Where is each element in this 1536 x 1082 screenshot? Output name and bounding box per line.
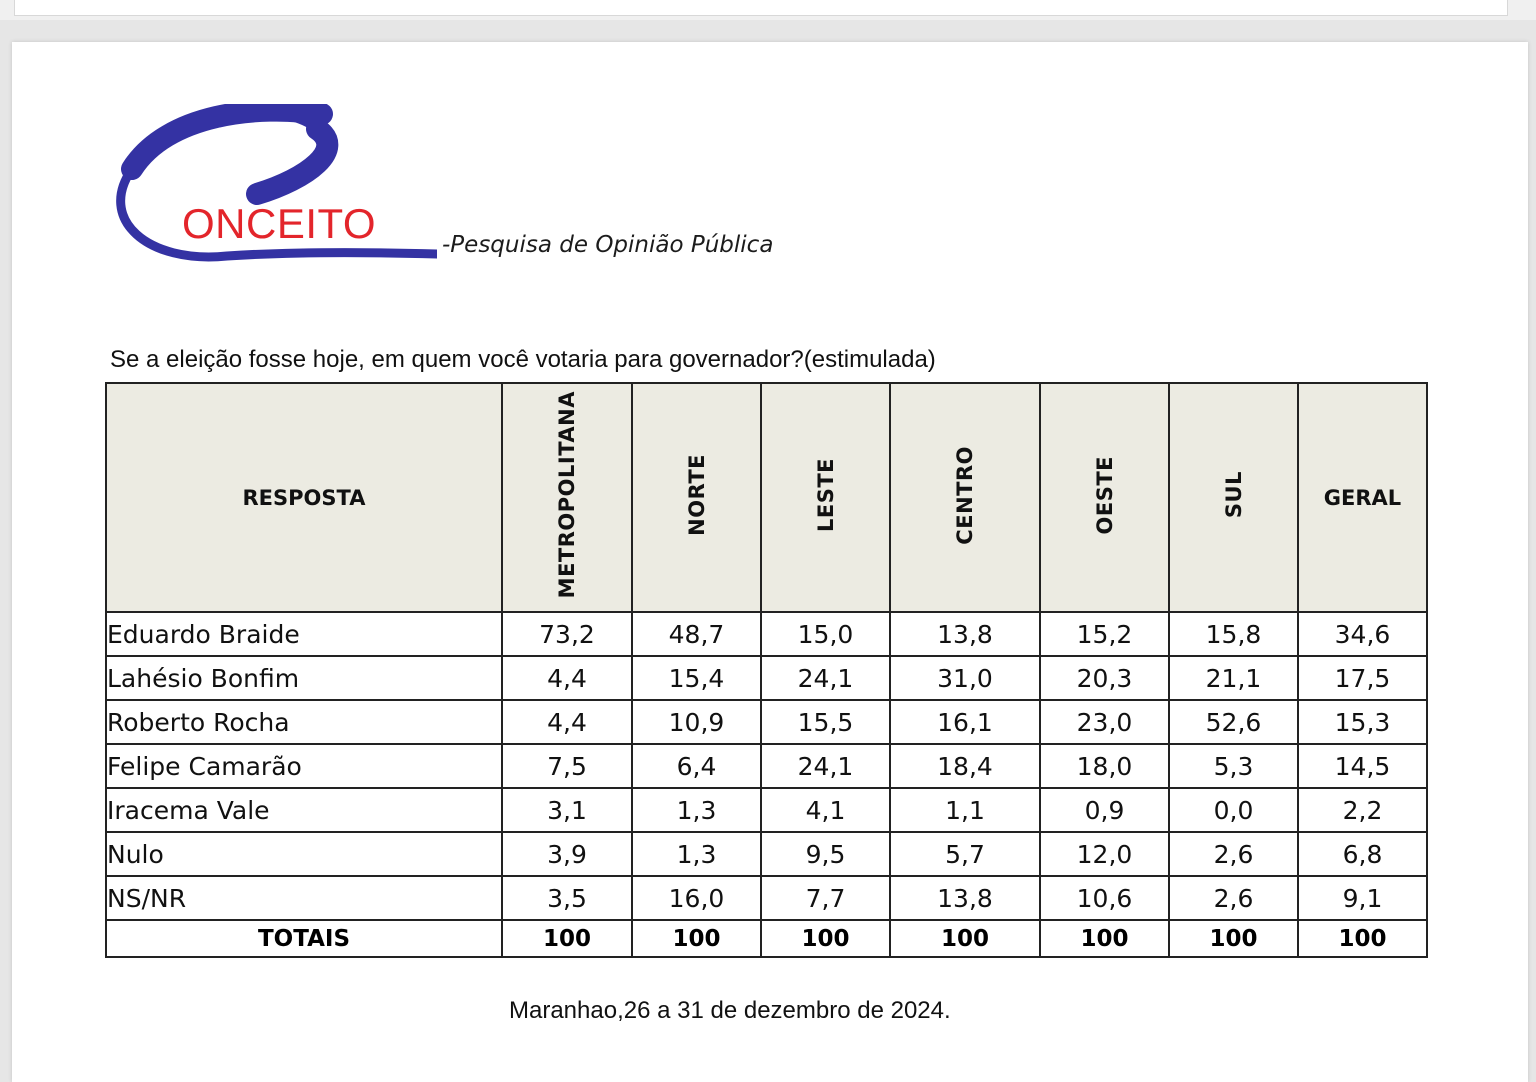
totals-label: TOTAIS: [106, 920, 502, 957]
table-cell: 3,1: [502, 788, 632, 832]
table-cell: 15,8: [1169, 612, 1298, 656]
table-cell: 73,2: [502, 612, 632, 656]
table-cell: 1,3: [632, 788, 761, 832]
tagline: -Pesquisa de Opinião Pública: [442, 232, 774, 258]
table-cell: 2,2: [1298, 788, 1427, 832]
table-row: [106, 788, 1427, 832]
table-cell: 21,1: [1169, 656, 1298, 700]
table-cell: 15,4: [632, 656, 761, 700]
table-cell: 12,0: [1040, 832, 1169, 876]
table-cell: 24,1: [761, 656, 890, 700]
header-label: CENTRO: [953, 445, 977, 545]
table-cell: 6,4: [632, 744, 761, 788]
survey-date-footer: Maranhao,26 a 31 de dezembro de 2024.: [509, 997, 951, 1024]
header-label: OESTE: [1092, 455, 1117, 535]
header-label: SUL: [1221, 471, 1246, 519]
table-cell: 52,6: [1169, 700, 1298, 744]
table-cell: 13,8: [890, 876, 1040, 920]
table-cell: 10,9: [632, 700, 761, 744]
table-cell: 4,4: [502, 700, 632, 744]
header-metropolitana: [502, 383, 632, 612]
table-cell: 18,0: [1040, 744, 1169, 788]
table-row: [106, 700, 1427, 744]
table-cell: 23,0: [1040, 700, 1169, 744]
header-oeste: [1040, 383, 1169, 612]
table-cell: 9,5: [761, 832, 890, 876]
table-cell: 16,0: [632, 876, 761, 920]
table-cell: 1,1: [890, 788, 1040, 832]
header-geral: GERAL: [1298, 383, 1427, 612]
table-cell: 13,8: [890, 612, 1040, 656]
table-cell: 9,1: [1298, 876, 1427, 920]
header-label: METROPOLITANA: [555, 391, 579, 599]
totals-cell: 100: [761, 920, 890, 957]
candidate-name: Iracema Vale: [106, 788, 502, 832]
header-resposta: RESPOSTA: [106, 383, 502, 612]
candidate-name: NS/NR: [106, 876, 502, 920]
table-cell: 17,5: [1298, 656, 1427, 700]
table-row: [106, 612, 1427, 656]
table-cell: 15,5: [761, 700, 890, 744]
totals-cell: 100: [1040, 920, 1169, 957]
table-cell: 3,5: [502, 876, 632, 920]
document-page: [12, 42, 1528, 1082]
table-cell: 7,5: [502, 744, 632, 788]
candidate-name: Felipe Camarão: [106, 744, 502, 788]
header-row: [106, 383, 1427, 612]
candidate-name: Eduardo Braide: [106, 612, 502, 656]
totals-cell: 100: [890, 920, 1040, 957]
table-cell: 5,3: [1169, 744, 1298, 788]
table-cell: 7,7: [761, 876, 890, 920]
table-cell: 3,9: [502, 832, 632, 876]
table-cell: 24,1: [761, 744, 890, 788]
results-table: [105, 382, 1428, 958]
table-cell: 14,5: [1298, 744, 1427, 788]
totals-cell: 100: [502, 920, 632, 957]
header-sul: [1169, 383, 1298, 612]
totals-cell: 100: [632, 920, 761, 957]
table-cell: 4,1: [761, 788, 890, 832]
table-cell: 15,3: [1298, 700, 1427, 744]
previous-page-edge: [14, 0, 1508, 16]
header-leste: [761, 383, 890, 612]
survey-question: Se a eleição fosse hoje, em quem você votaria para governador?(estimulada): [110, 346, 936, 373]
totals-cell: 100: [1298, 920, 1427, 957]
totals-row: [106, 920, 1427, 957]
header-norte: [632, 383, 761, 612]
table-cell: 1,3: [632, 832, 761, 876]
header-label: LESTE: [813, 457, 838, 533]
header-label: NORTE: [684, 454, 709, 536]
table-row: [106, 876, 1427, 920]
table-cell: 34,6: [1298, 612, 1427, 656]
table-cell: 0,0: [1169, 788, 1298, 832]
table-cell: 18,4: [890, 744, 1040, 788]
table-cell: 15,2: [1040, 612, 1169, 656]
header-centro: [890, 383, 1040, 612]
table-row: [106, 656, 1427, 700]
candidate-name: Lahésio Bonfim: [106, 656, 502, 700]
table-row: [106, 832, 1427, 876]
table-cell: 4,4: [502, 656, 632, 700]
table-cell: 31,0: [890, 656, 1040, 700]
totals-cell: 100: [1169, 920, 1298, 957]
table-cell: 10,6: [1040, 876, 1169, 920]
candidate-name: Nulo: [106, 832, 502, 876]
previous-page-strip: [0, 0, 1536, 20]
logo-wordmark: ONCEITO: [182, 200, 377, 247]
table-cell: 20,3: [1040, 656, 1169, 700]
table-cell: 2,6: [1169, 876, 1298, 920]
table-cell: 2,6: [1169, 832, 1298, 876]
table-cell: 16,1: [890, 700, 1040, 744]
table-cell: 5,7: [890, 832, 1040, 876]
table-cell: 15,0: [761, 612, 890, 656]
table-cell: 6,8: [1298, 832, 1427, 876]
table-cell: 48,7: [632, 612, 761, 656]
candidate-name: Roberto Rocha: [106, 700, 502, 744]
table-cell: 0,9: [1040, 788, 1169, 832]
table-row: [106, 744, 1427, 788]
